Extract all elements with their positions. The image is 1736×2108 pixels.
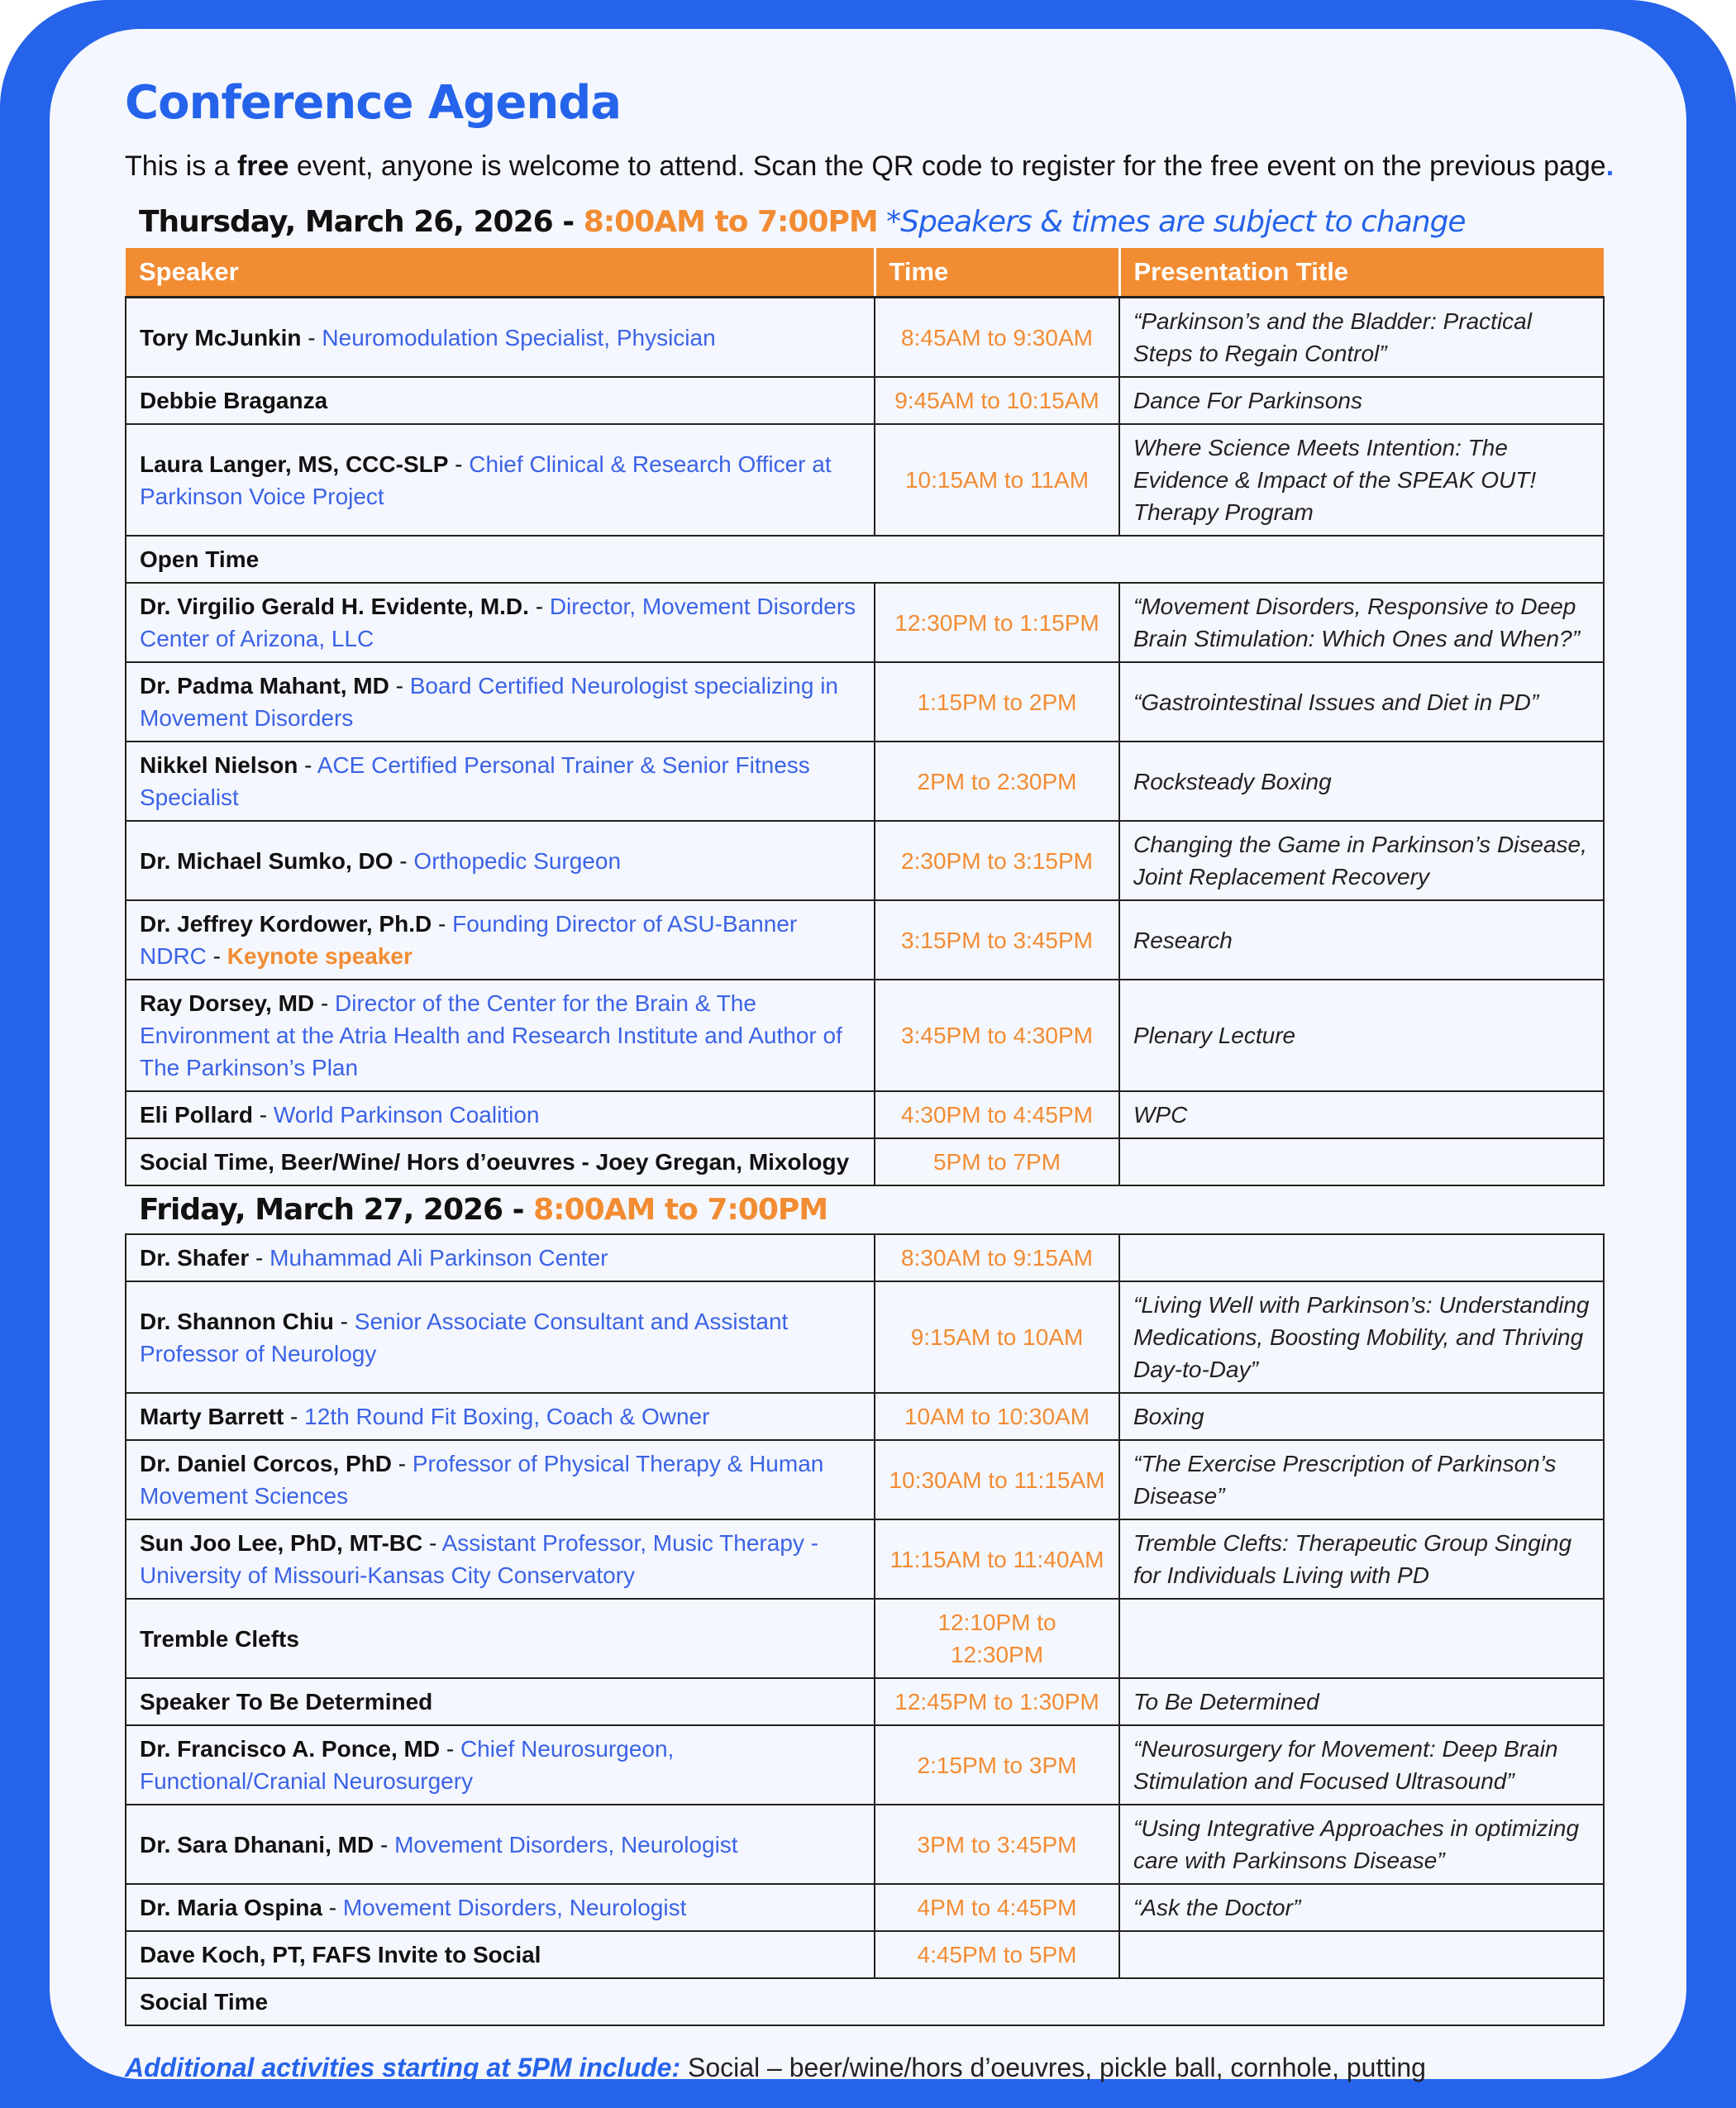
speaker-role: Director of the Center for the Brain & The Environment at the Atria Health and Research Institute and Author of The Parkinson’s Plan xyxy=(140,990,842,1080)
speaker-cell: Dr. Sara Dhanani, MD - Movement Disorders, Neurologist xyxy=(126,1805,875,1884)
agenda-table-thursday xyxy=(125,248,1605,1186)
time-cell: 2:15PM to 3PM xyxy=(875,1725,1119,1805)
time-cell: 3PM to 3:45PM xyxy=(875,1805,1119,1884)
speaker-name: Open Time xyxy=(140,546,260,572)
speaker-name: Tory McJunkin xyxy=(140,324,302,351)
time-cell: 12:10PM to 12:30PM xyxy=(875,1599,1119,1678)
speaker-role: Director, Movement Disorders Center of Arizona, LLC xyxy=(140,594,856,651)
table-row xyxy=(126,1678,1604,1725)
presentation-title-cell: “Gastrointestinal Issues and Diet in PD” xyxy=(1119,662,1604,742)
speaker-cell: Nikkel Nielson - ACE Certified Personal Trainer & Senior Fitness Specialist xyxy=(126,742,875,821)
table-row xyxy=(126,536,1604,583)
time-cell: 11:15AM to 11:40AM xyxy=(875,1519,1119,1599)
day-date: Friday, March 27, 2026 - xyxy=(139,1193,534,1227)
table-row xyxy=(126,821,1604,900)
speaker-cell xyxy=(126,1138,875,1185)
time-cell: 8:30AM to 9:15AM xyxy=(875,1234,1119,1281)
speaker-name: Dr. Jeffrey Kordower, Ph.D xyxy=(140,911,432,937)
time-cell: 2PM to 2:30PM xyxy=(875,742,1119,821)
table-row xyxy=(126,424,1604,536)
speaker-name: Dr. Shannon Chiu xyxy=(140,1308,334,1334)
speaker-name: Social Time xyxy=(140,1989,269,2015)
presentation-title-cell: WPC xyxy=(1119,1091,1604,1138)
time-cell: 5PM to 7PM xyxy=(875,1138,1119,1185)
speaker-role: Chief Clinical & Research Officer at Parkinson Voice Project xyxy=(140,451,832,509)
table-row xyxy=(126,742,1604,821)
day-heading-friday xyxy=(139,1193,827,1227)
presentation-title-cell: “Ask the Doctor” xyxy=(1119,1884,1604,1931)
table-row xyxy=(126,1091,1604,1138)
time-cell: 3:45PM to 4:30PM xyxy=(875,980,1119,1091)
speaker-role: ACE Certified Personal Trainer & Senior Fitness Specialist xyxy=(140,752,810,810)
presentation-title-cell: “Movement Disorders, Responsive to Deep Brain Stimulation: Which Ones and When?” xyxy=(1119,583,1604,662)
speaker-name: Dave Koch, PT, FAFS Invite to Social xyxy=(140,1942,541,1967)
day-hours: 8:00AM to 7:00PM xyxy=(533,1193,828,1227)
speaker-cell: Dr. Virgilio Gerald H. Evidente, M.D. - Director, Movement Disorders Center of Arizona, LLC xyxy=(126,583,875,662)
speaker-role: World Parkinson Coalition xyxy=(273,1102,540,1128)
speaker-role: Senior Associate Consultant and Assistant Professor of Neurology xyxy=(140,1308,789,1366)
time-cell: 3:15PM to 3:45PM xyxy=(875,900,1119,980)
speaker-role: Orthopedic Surgeon xyxy=(413,847,622,874)
col-time: Time xyxy=(875,248,1119,298)
speaker-name: Dr. Francisco A. Ponce, MD xyxy=(140,1736,441,1762)
speaker-cell: Eli Pollard - World Parkinson Coalition xyxy=(126,1091,875,1138)
presentation-title-cell: Boxing xyxy=(1119,1393,1604,1440)
time-cell: 4PM to 4:45PM xyxy=(875,1884,1119,1931)
table-row xyxy=(126,1978,1604,2025)
speaker-cell: Dr. Michael Sumko, DO - Orthopedic Surgeon xyxy=(126,821,875,900)
intro-text xyxy=(125,150,1614,183)
speaker-name: Ray Dorsey, MD xyxy=(140,990,315,1016)
table-row xyxy=(126,1519,1604,1599)
day-note: *Speakers & times are subject to change xyxy=(877,205,1466,239)
speaker-name: Speaker To Be Determined xyxy=(140,1689,433,1715)
table-row xyxy=(126,1884,1604,1931)
speaker-cell xyxy=(126,536,1604,583)
table-row xyxy=(126,1599,1604,1678)
speaker-name: Dr. Daniel Corcos, PhD xyxy=(140,1451,392,1476)
table-row xyxy=(126,583,1604,662)
speaker-cell: Sun Joo Lee, PhD, MT-BC - Assistant Professor, Music Therapy - University of Missouri-Kansas City Conservatory xyxy=(126,1519,875,1599)
time-cell: 4:45PM to 5PM xyxy=(875,1931,1119,1978)
day-date: Thursday, March 26, 2026 - xyxy=(139,205,584,239)
speaker-cell: Dr. Jeffrey Kordower, Ph.D - Founding Director of ASU-Banner NDRC - Keynote speaker xyxy=(126,900,875,980)
speaker-role: Movement Disorders, Neurologist xyxy=(342,1895,687,1920)
speaker-cell xyxy=(126,1978,1604,2025)
speaker-cell: Dr. Shafer - Muhammad Ali Parkinson Center xyxy=(126,1234,875,1281)
speaker-cell: Dr. Daniel Corcos, PhD - Professor of Physical Therapy & Human Movement Sciences xyxy=(126,1440,875,1519)
speaker-role: Professor of Physical Therapy & Human Movement Sciences xyxy=(140,1451,824,1509)
speaker-role: 12th Round Fit Boxing, Coach & Owner xyxy=(304,1404,710,1429)
day-hours: 8:00AM to 7:00PM xyxy=(583,205,878,239)
presentation-title-cell: “Living Well with Parkinson’s: Understanding Medications, Boosting Mobility, and Thriving Day-to-Day” xyxy=(1119,1281,1604,1393)
speaker-name: Sun Joo Lee, PhD, MT-BC xyxy=(140,1530,423,1556)
presentation-title-cell: “Neurosurgery for Movement: Deep Brain Stimulation and Focused Ultrasound” xyxy=(1119,1725,1604,1805)
table-row xyxy=(126,900,1604,980)
presentation-title-cell: “Parkinson’s and the Bladder: Practical Steps to Regain Control” xyxy=(1119,298,1604,378)
speaker-cell xyxy=(126,377,875,424)
table-row xyxy=(126,377,1604,424)
presentation-title-cell xyxy=(1119,1234,1604,1281)
presentation-title-cell: “Using Integrative Approaches in optimizing care with Parkinsons Disease” xyxy=(1119,1805,1604,1884)
speaker-cell: Ray Dorsey, MD - Director of the Center for the Brain & The Environment at the Atria Health and Research Institute and Author of The Parkinson’s Plan xyxy=(126,980,875,1091)
col-speaker: Speaker xyxy=(126,248,875,298)
speaker-role: Chief Neurosurgeon, Functional/Cranial Neurosurgery xyxy=(140,1736,675,1794)
table-row xyxy=(126,1931,1604,1978)
presentation-title-cell xyxy=(1119,1599,1604,1678)
speaker-name: Marty Barrett xyxy=(140,1404,284,1429)
presentation-title-cell: Where Science Meets Intention: The Evidence & Impact of the SPEAK OUT! Therapy Program xyxy=(1119,424,1604,536)
speaker-name: Dr. Maria Ospina xyxy=(140,1895,322,1920)
presentation-title-cell: Dance For Parkinsons xyxy=(1119,377,1604,424)
presentation-title-cell: Changing the Game in Parkinson’s Disease, Joint Replacement Recovery xyxy=(1119,821,1604,900)
table-row xyxy=(126,662,1604,742)
speaker-cell xyxy=(126,1931,875,1978)
speaker-cell: Dr. Maria Ospina - Movement Disorders, Neurologist xyxy=(126,1884,875,1931)
table-row xyxy=(126,298,1604,378)
footer-lead: Additional activities starting at 5PM include: xyxy=(125,2053,681,2082)
table-row xyxy=(126,1234,1604,1281)
speaker-name: Eli Pollard xyxy=(140,1102,253,1128)
intro-dot: . xyxy=(1605,150,1614,182)
speaker-name: Dr. Virgilio Gerald H. Evidente, M.D. xyxy=(140,594,529,619)
table-header xyxy=(126,248,1604,298)
speaker-name: Dr. Padma Mahant, MD xyxy=(140,673,389,699)
day-heading-thursday xyxy=(139,205,1466,239)
speaker-name: Nikkel Nielson xyxy=(140,752,298,778)
speaker-role: Board Certified Neurologist specializing in Movement Disorders xyxy=(140,673,838,731)
speaker-cell: Dr. Padma Mahant, MD - Board Certified Neurologist specializing in Movement Disorders xyxy=(126,662,875,742)
speaker-name: Tremble Clefts xyxy=(140,1625,299,1652)
table-row xyxy=(126,1138,1604,1185)
presentation-title-cell xyxy=(1119,1931,1604,1978)
speaker-cell: Marty Barrett - 12th Round Fit Boxing, Coach & Owner xyxy=(126,1393,875,1440)
speaker-name: Laura Langer, MS, CCC-SLP xyxy=(140,451,449,477)
footer-note xyxy=(125,2053,1426,2083)
footer-text: Social – beer/wine/hors d’oeuvres, pickle ball, cornhole, putting xyxy=(680,2053,1426,2082)
table-row xyxy=(126,1281,1604,1393)
speaker-name: Debbie Braganza xyxy=(140,388,328,413)
speaker-name: Dr. Shafer xyxy=(140,1245,250,1271)
presentation-title-cell: Tremble Clefts: Therapeutic Group Singing for Individuals Living with PD xyxy=(1119,1519,1604,1599)
speaker-role: Assistant Professor, Music Therapy - University of Missouri-Kansas City Conservatory xyxy=(140,1530,819,1588)
time-cell: 10:30AM to 11:15AM xyxy=(875,1440,1119,1519)
speaker-cell: Dr. Shannon Chiu - Senior Associate Consultant and Assistant Professor of Neurology xyxy=(126,1281,875,1393)
table-row xyxy=(126,980,1604,1091)
time-cell: 2:30PM to 3:15PM xyxy=(875,821,1119,900)
table-row xyxy=(126,1393,1604,1440)
presentation-title-cell: To Be Determined xyxy=(1119,1678,1604,1725)
time-cell: 9:45AM to 10:15AM xyxy=(875,377,1119,424)
presentation-title-cell: “The Exercise Prescription of Parkinson’s Disease” xyxy=(1119,1440,1604,1519)
time-cell: 12:30PM to 1:15PM xyxy=(875,583,1119,662)
speaker-role: Founding Director of ASU-Banner NDRC xyxy=(140,911,798,969)
speaker-role: Muhammad Ali Parkinson Center xyxy=(269,1245,608,1271)
speaker-cell xyxy=(126,1678,875,1725)
page-title: Conference Agenda xyxy=(125,76,622,130)
intro-post: event, anyone is welcome to attend. Scan the QR code to register for the free event on the previous page xyxy=(289,150,1606,182)
table-row xyxy=(126,1805,1604,1884)
presentation-title-cell xyxy=(1119,1138,1604,1185)
speaker-cell: Tory McJunkin - Neuromodulation Specialist, Physician xyxy=(126,298,875,378)
col-title: Presentation Title xyxy=(1119,248,1604,298)
speaker-cell: Dr. Francisco A. Ponce, MD - Chief Neurosurgeon, Functional/Cranial Neurosurgery xyxy=(126,1725,875,1805)
speaker-role: Movement Disorders, Neurologist xyxy=(394,1831,738,1858)
presentation-title-cell: Rocksteady Boxing xyxy=(1119,742,1604,821)
speaker-cell xyxy=(126,1599,875,1678)
time-cell: 10:15AM to 11AM xyxy=(875,424,1119,536)
keynote-badge: Keynote speaker xyxy=(227,943,413,969)
time-cell: 1:15PM to 2PM xyxy=(875,662,1119,742)
table-row xyxy=(126,1725,1604,1805)
speaker-name: Social Time, Beer/Wine/ Hors d’oeuvres - Joey Gregan, Mixology xyxy=(140,1149,850,1175)
intro-bold: free xyxy=(237,150,289,182)
time-cell: 9:15AM to 10AM xyxy=(875,1281,1119,1393)
intro-pre: This is a xyxy=(125,150,238,182)
time-cell: 10AM to 10:30AM xyxy=(875,1393,1119,1440)
agenda-table-friday xyxy=(125,1233,1605,2026)
time-cell: 8:45AM to 9:30AM xyxy=(875,298,1119,378)
speaker-role: Neuromodulation Specialist, Physician xyxy=(322,324,716,351)
presentation-title-cell: Plenary Lecture xyxy=(1119,980,1604,1091)
presentation-title-cell: Research xyxy=(1119,900,1604,980)
speaker-name: Dr. Michael Sumko, DO xyxy=(140,847,393,874)
time-cell: 4:30PM to 4:45PM xyxy=(875,1091,1119,1138)
time-cell: 12:45PM to 1:30PM xyxy=(875,1678,1119,1725)
speaker-name: Dr. Sara Dhanani, MD xyxy=(140,1831,374,1858)
table-row xyxy=(126,1440,1604,1519)
speaker-cell: Laura Langer, MS, CCC-SLP - Chief Clinical & Research Officer at Parkinson Voice Project xyxy=(126,424,875,536)
